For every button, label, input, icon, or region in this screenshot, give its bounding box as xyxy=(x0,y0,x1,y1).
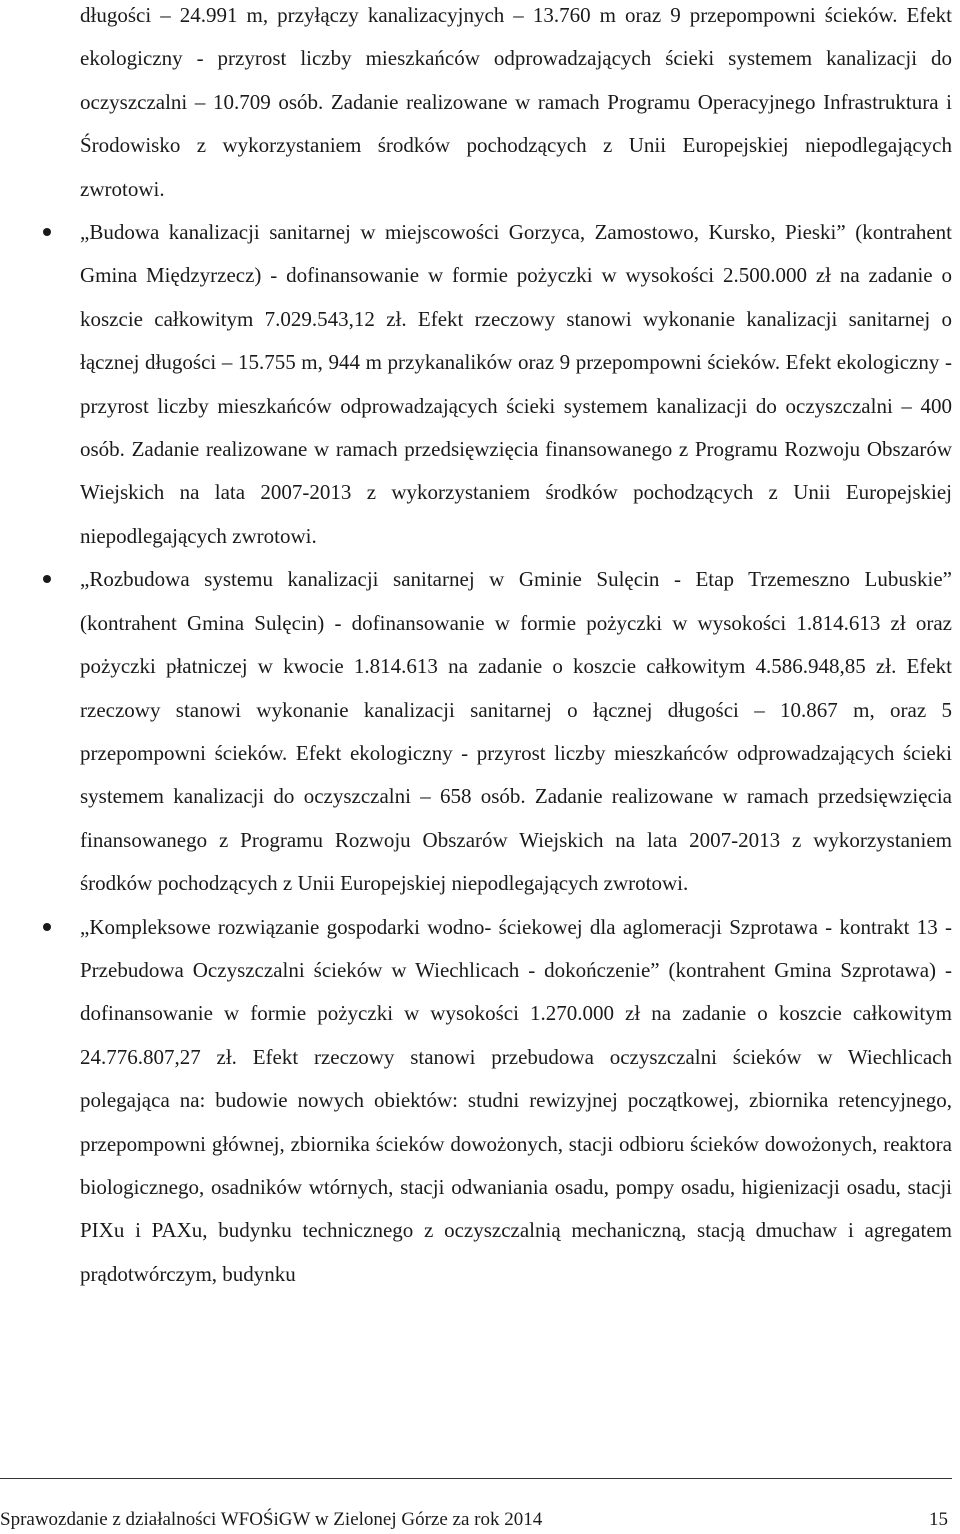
bullet-dot-icon xyxy=(43,575,51,583)
body-content xyxy=(80,0,952,1296)
bullet-dot-icon xyxy=(43,228,51,236)
bullet-text: „Rozbudowa systemu kanalizacji sanitarnej w Gminie Sulęcin - Etap Trzemeszno Lubuskie” (kontrahent Gmina Sulęcin) - dofinansowanie w formie pożyczki w wysokości 1.814.613 zł oraz pożyczki płatniczej w kwocie 1.814.613 na zadanie o koszcie całkowitym 4.586.948,85 zł. Efekt rzeczowy stanowi wykonanie kanalizacji sanitarnej o łącznej długości – 10.867 m, oraz 5 przepompowni ścieków. Efekt ekologiczny - przyrost liczby mieszkańców odprowadzających ścieki systemem kanalizacji do oczyszczalni – 658 osób. Zadanie realizowane w ramach przedsięwzięcia finansowanego z Programu Rozwoju Obszarów Wiejskich na lata 2007-2013 z wykorzystaniem środków pochodzących z Unii Europejskiej niepodlegających zwrotowi. xyxy=(80,567,952,896)
bullet-item-sulecin xyxy=(80,558,952,905)
bullet-item-gorzyca xyxy=(80,211,952,558)
footer-title: Sprawozdanie z działalności WFOŚiGW w Zielonej Górze za rok 2014 xyxy=(0,1509,543,1530)
page-number: 15 xyxy=(929,1509,948,1530)
footer-divider xyxy=(0,1478,952,1479)
bullet-text: „Kompleksowe rozwiązanie gospodarki wodno- ściekowej dla aglomeracji Szprotawa - kontrakt 13 - Przebudowa Oczyszczalni ścieków w Wiechlicach - dokończenie” (kontrahent Gmina Szprotawa) - dofinansowanie w formie pożyczki w wysokości 1.270.000 zł na zadanie o koszcie całkowitym 24.776.807,27 zł. Efekt rzeczowy stanowi przebudowa oczyszczalni ścieków w Wiechlicach polegająca na: budowie nowych obiektów: studni rewizyjnej początkowej, zbiornika retencyjnego, przepompowni głównej, zbiornika ścieków dowożonych, stacji odbioru ścieków dowożonych, reaktora biologicznego, osadników wtórnych, stacji odwaniania osadu, pompy osadu, higienizacji osadu, stacji PIXu i PAXu, budynku technicznego z oczyszczalnią mechaniczną, stacją dmuchaw i agregatem prądotwórczym, budynku xyxy=(80,914,952,1286)
bullet-dot-icon xyxy=(43,923,51,931)
bullet-item-szprotawa xyxy=(80,906,952,1297)
intro-paragraph: długości – 24.991 m, przyłączy kanalizacyjnych – 13.760 m oraz 9 przepompowni ścieków. Efekt ekologiczny - przyrost liczby mieszkańców odprowadzających ścieki systemem kanalizacji do oczyszczalni – 10.709 osób. Zadanie realizowane w ramach Programu Operacyjnego Infrastruktura i Środowisko z wykorzystaniem środków pochodzących z Unii Europejskiej niepodlegających zwrotowi. xyxy=(80,3,952,201)
bullet-text: „Budowa kanalizacji sanitarnej w miejscowości Gorzyca, Zamostowo, Kursko, Pieski” (kontrahent Gmina Międzyrzecz) - dofinansowanie w formie pożyczki w wysokości 2.500.000 zł na zadanie o koszcie całkowitym 7.029.543,12 zł. Efekt rzeczowy stanowi wykonanie kanalizacji sanitarnej o łącznej długości – 15.755 m, 944 m przykanalików oraz 9 przepompowni ścieków. Efekt ekologiczny - przyrost liczby mieszkańców odprowadzających ścieki systemem kanalizacji do oczyszczalni – 400 osób. Zadanie realizowane w ramach przedsięwzięcia finansowanego z Programu Rozwoju Obszarów Wiejskich na lata 2007-2013 z wykorzystaniem środków pochodzących z Unii Europejskiej niepodlegających zwrotowi. xyxy=(80,220,952,548)
